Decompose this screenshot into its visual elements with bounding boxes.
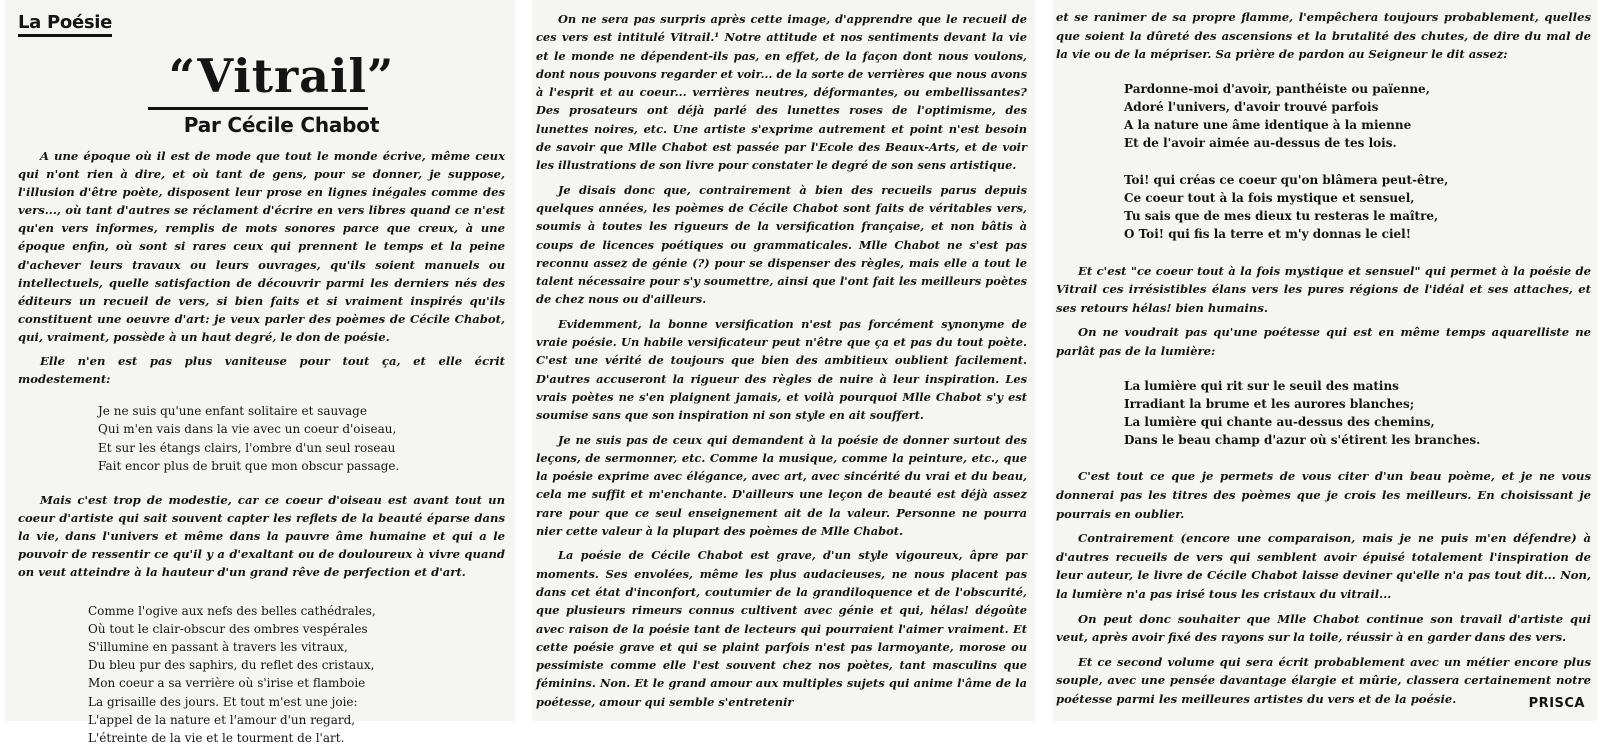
poem-line: Adoré l'univers, d'avoir trouvé parfois — [1124, 98, 1591, 116]
poem-line: A la nature une âme identique à la mienne — [1124, 116, 1591, 134]
paragraph: C'est tout ce que je permets de vous citer d'un beau poème, et je ne vous donnerai pas les titres des poèmes que je crois les meilleurs. En choisissant je pourrais en oublier. — [1056, 467, 1591, 523]
paragraph: Contrairement (encore une comparaison, mais je ne puis m'en défendre) à d'autres recueils de vers qui semblent avoir épuisé totalement l'inspiration de leur auteur, le livre de Cécile Chabot laisse deviner qu'elle n'a pas tout dit... Non, la lumière n'a pas irisé tous les cristaux du vitrail... — [1056, 529, 1591, 603]
paragraph: On ne voudrait pas qu'une poétesse qui est en même temps aquarelliste ne parlât pas de la lumière: — [1056, 323, 1591, 360]
paragraph: Evidemment, la bonne versification n'est pas forcément synonyme de vraie poésie. Un habile versificateur peut n'être que ça et pas du tout poète. C'est une vérité de toujours que bien des ambitieux oublient facilement. D'autres accuseront la rigueur des règles de nuire à leur inspiration. Les vrais poètes ne s'en plaignent jamais, et voilà pourquoi Mlle Chabot s'y est soumise sans que son inspiration ni son style en ait souffert. — [536, 315, 1027, 425]
poem-line: L'appel de la nature et l'amour d'un regard, — [88, 711, 505, 729]
poem-stanza — [1056, 80, 1591, 244]
poem-line: Pardonne-moi d'avoir, panthéiste ou païenne, — [1124, 80, 1591, 98]
poem-line: Du bleu pur des saphirs, du reflet des cristaux, — [88, 656, 505, 674]
poem-line: O Toi! qui fis la terre et m'y donnas le ciel! — [1124, 225, 1591, 243]
paragraph: A une époque où il est de mode que tout le monde écrive, même ceux qui n'ont rien à dire, et où tant de gens, pour se donner, je suppose, l'illusion d'être poète, disposent leur prose en lignes inégales comme des vers..., où tant d'autres se réclament d'écrire en vers libres quand ce n'est qu'en vers informes, remplis de mots sonores parce que creux, à une époque enfin, où sont si rares ceux qui prennent le temps et la peine d'achever leurs travaux ou leurs ouvrages, qu'ils soient manuels ou intellectuels, quelle satisfaction de découvrir parmi les derniers nés des éditeurs un recueil de vers, si bien faits et si vraiment inspirés qu'ils constituent une oeuvre d'art: je veux parler des poèmes de Cécile Chabot, qui, vraiment, possède à un haut degré, le don de poésie. — [18, 147, 505, 346]
paragraph: On ne sera pas surpris après cette image, d'apprendre que le recueil de ces vers est intitulé Vitrail.¹ Notre attitude et nos sentiments devant la vie et le monde ne dépendent-ils pas, en effet, de la façon dont nous voulons, dont nous pouvons regarder et voir... de la sorte de verrières que nous avons à l'esprit et au coeur... verrières neutres, déformantes, ou embellissantes? Des prosateurs ont déjà parlé des lunettes roses de l'optimisme, des lunettes noires, etc. Une artiste s'exprime autrement et point n'est besoin de savoir que Mlle Chabot est passée par l'Ecole des Beaux-Arts, et de voir les illustrations de son livre pour constater le degré de son sens artistique. — [536, 10, 1027, 175]
paragraph: Je ne suis pas de ceux qui demandent à la poésie de donner surtout des leçons, de sermonner, etc. Comme la musique, comme la peinture, etc., que la poésie exprime avec élégance, avec art, avec sincérité du vrai et du beau, cela me suffit et m'enchante. D'ailleurs une leçon de beauté est déjà assez rare pour que ce seul enseignement ait de la valeur. Personne ne pourra nier cette valeur à la plupart des poèmes de Mlle Chabot. — [536, 431, 1027, 541]
poem-line: Toi! qui créas ce coeur qu'on blâmera peut-être, — [1124, 171, 1591, 189]
poem-stanza — [1056, 377, 1591, 450]
column-1 — [5, 0, 515, 721]
poem-line: Comme l'ogive aux nefs des belles cathédrales, — [88, 602, 505, 620]
paragraph: Mais c'est trop de modestie, car ce coeur d'oiseau est avant tout un coeur d'artiste qui sait souvent capter les reflets de la beauté éparse dans la vie, dans l'univers et même dans la pauvre âme humaine et qui a le pouvoir de ressentir ce qu'il y a d'exaltant ou de douloureux à vivre quand on veut atteindre à la hauteur d'un grand rêve de perfection et d'art. — [18, 491, 505, 581]
poem-line: Où tout le clair-obscur des ombres vespérales — [88, 620, 505, 638]
poem-line: Fait encor plus de bruit que mon obscur passage. — [98, 457, 505, 475]
column-2 — [532, 0, 1035, 721]
poem-line: Irradiant la brume et les aurores blanches; — [1124, 395, 1591, 413]
poem-line: Qui m'en vais dans la vie avec un coeur d'oiseau, — [98, 420, 505, 438]
poem-line: S'illumine en passant à travers les vitraux, — [88, 638, 505, 656]
poem-line: La lumière qui chante au-dessus des chemins, — [1124, 413, 1591, 431]
poem-line: Mon coeur a sa verrière où s'irise et flamboie — [88, 674, 505, 692]
poem-line: La lumière qui rit sur le seuil des matins — [1124, 377, 1591, 395]
article-title: “Vitrail” — [18, 51, 505, 101]
poem-line: L'étreinte de la vie et le tourment de l'art. — [88, 729, 505, 747]
poem-line: Et de l'avoir aimée au-dessus de tes lois. — [1124, 134, 1591, 152]
column-3 — [1053, 0, 1597, 721]
poem-line: La grisaille des jours. Et tout m'est une joie: — [88, 693, 505, 711]
paragraph: Et ce second volume qui sera écrit probablement avec un métier encore plus souple, avec une pensée davantage élargie et mûrie, classera certainement notre poétesse parmi les meilleures artistes du vers et de la poésie. — [1056, 653, 1591, 709]
paragraph: Et c'est "ce coeur tout à la fois mystique et sensuel" qui permet à la poésie de Vitrail ces irrésistibles élans vers les pures régions de l'idéal et ses attaches, et ses retours hélas! bien humains. — [1056, 262, 1591, 318]
section-label: La Poésie — [18, 12, 112, 37]
paragraph: Je disais donc que, contrairement à bien des recueils parus depuis quelques années, les poèmes de Cécile Chabot sont faits de véritables vers, soumis à toutes les rigueurs de la versification française, et non bâtis à coups de licences poétiques ou grammaticales. Mlle Chabot ne s'est pas reconnu assez de génie (?) pour se dispenser des règles, mais elle a tout le talent nécessaire pour s'y soumettre, ainsi que l'ont fait les meilleurs poètes de chez nous ou d'ailleurs. — [536, 181, 1027, 309]
poem-line: Dans le beau champ d'azur où s'étirent les branches. — [1124, 431, 1591, 449]
article-byline: Par Cécile Chabot — [18, 113, 505, 137]
poem-line: Tu sais que de mes dieux tu resteras le maître, — [1124, 207, 1591, 225]
title-rule — [148, 107, 368, 110]
paragraph: La poésie de Cécile Chabot est grave, d'un style vigoureux, âpre par moments. Ses envolées, même les plus audacieuses, ne nous placent pas dans cet état d'inconfort, coutumier de la grandiloquence et de l'obscurité, que plusieurs rimeurs connus cultivent avec génie et qui, hélas! dégoûte avec raison de la poésie tant de lecteurs qui pourraient l'aimer vraiment. Et cette poésie grave et qui se plaint parfois n'est pas larmoyante, morose ou pessimiste comme elle l'est souvent chez nos poètes, tant masculins que féminins. Non. Et le grand amour aux multiples sujets qui anime l'âme de la poétesse, amour qui semble s'entretenir — [536, 546, 1027, 711]
poem-line: Et sur les étangs clairs, l'ombre d'un seul roseau — [98, 439, 505, 457]
paragraph: Elle n'en est pas plus vaniteuse pour tout ça, et elle écrit modestement: — [18, 352, 505, 388]
poem-line: Ce coeur tout à la fois mystique et sensuel, — [1124, 189, 1591, 207]
poem-line: Je ne suis qu'une enfant solitaire et sauvage — [98, 402, 505, 420]
paragraph: On peut donc souhaiter que Mlle Chabot continue son travail d'artiste qui veut, après avoir fixé des rayons sur la toile, réussir à en garder dans des vers. — [1056, 610, 1591, 647]
poem-line — [1124, 153, 1591, 171]
poem-stanza — [18, 602, 505, 747]
author-signature: PRISCA — [1529, 696, 1585, 711]
paragraph: et se ranimer de sa propre flamme, l'empêchera toujours probablement, quelles que soient la dûreté des ascensions et la brutalité des chutes, de dire du mal de la vie ou de la mépriser. Sa prière de pardon au Seigneur le dit assez: — [1056, 8, 1591, 64]
poem-stanza — [18, 402, 505, 475]
